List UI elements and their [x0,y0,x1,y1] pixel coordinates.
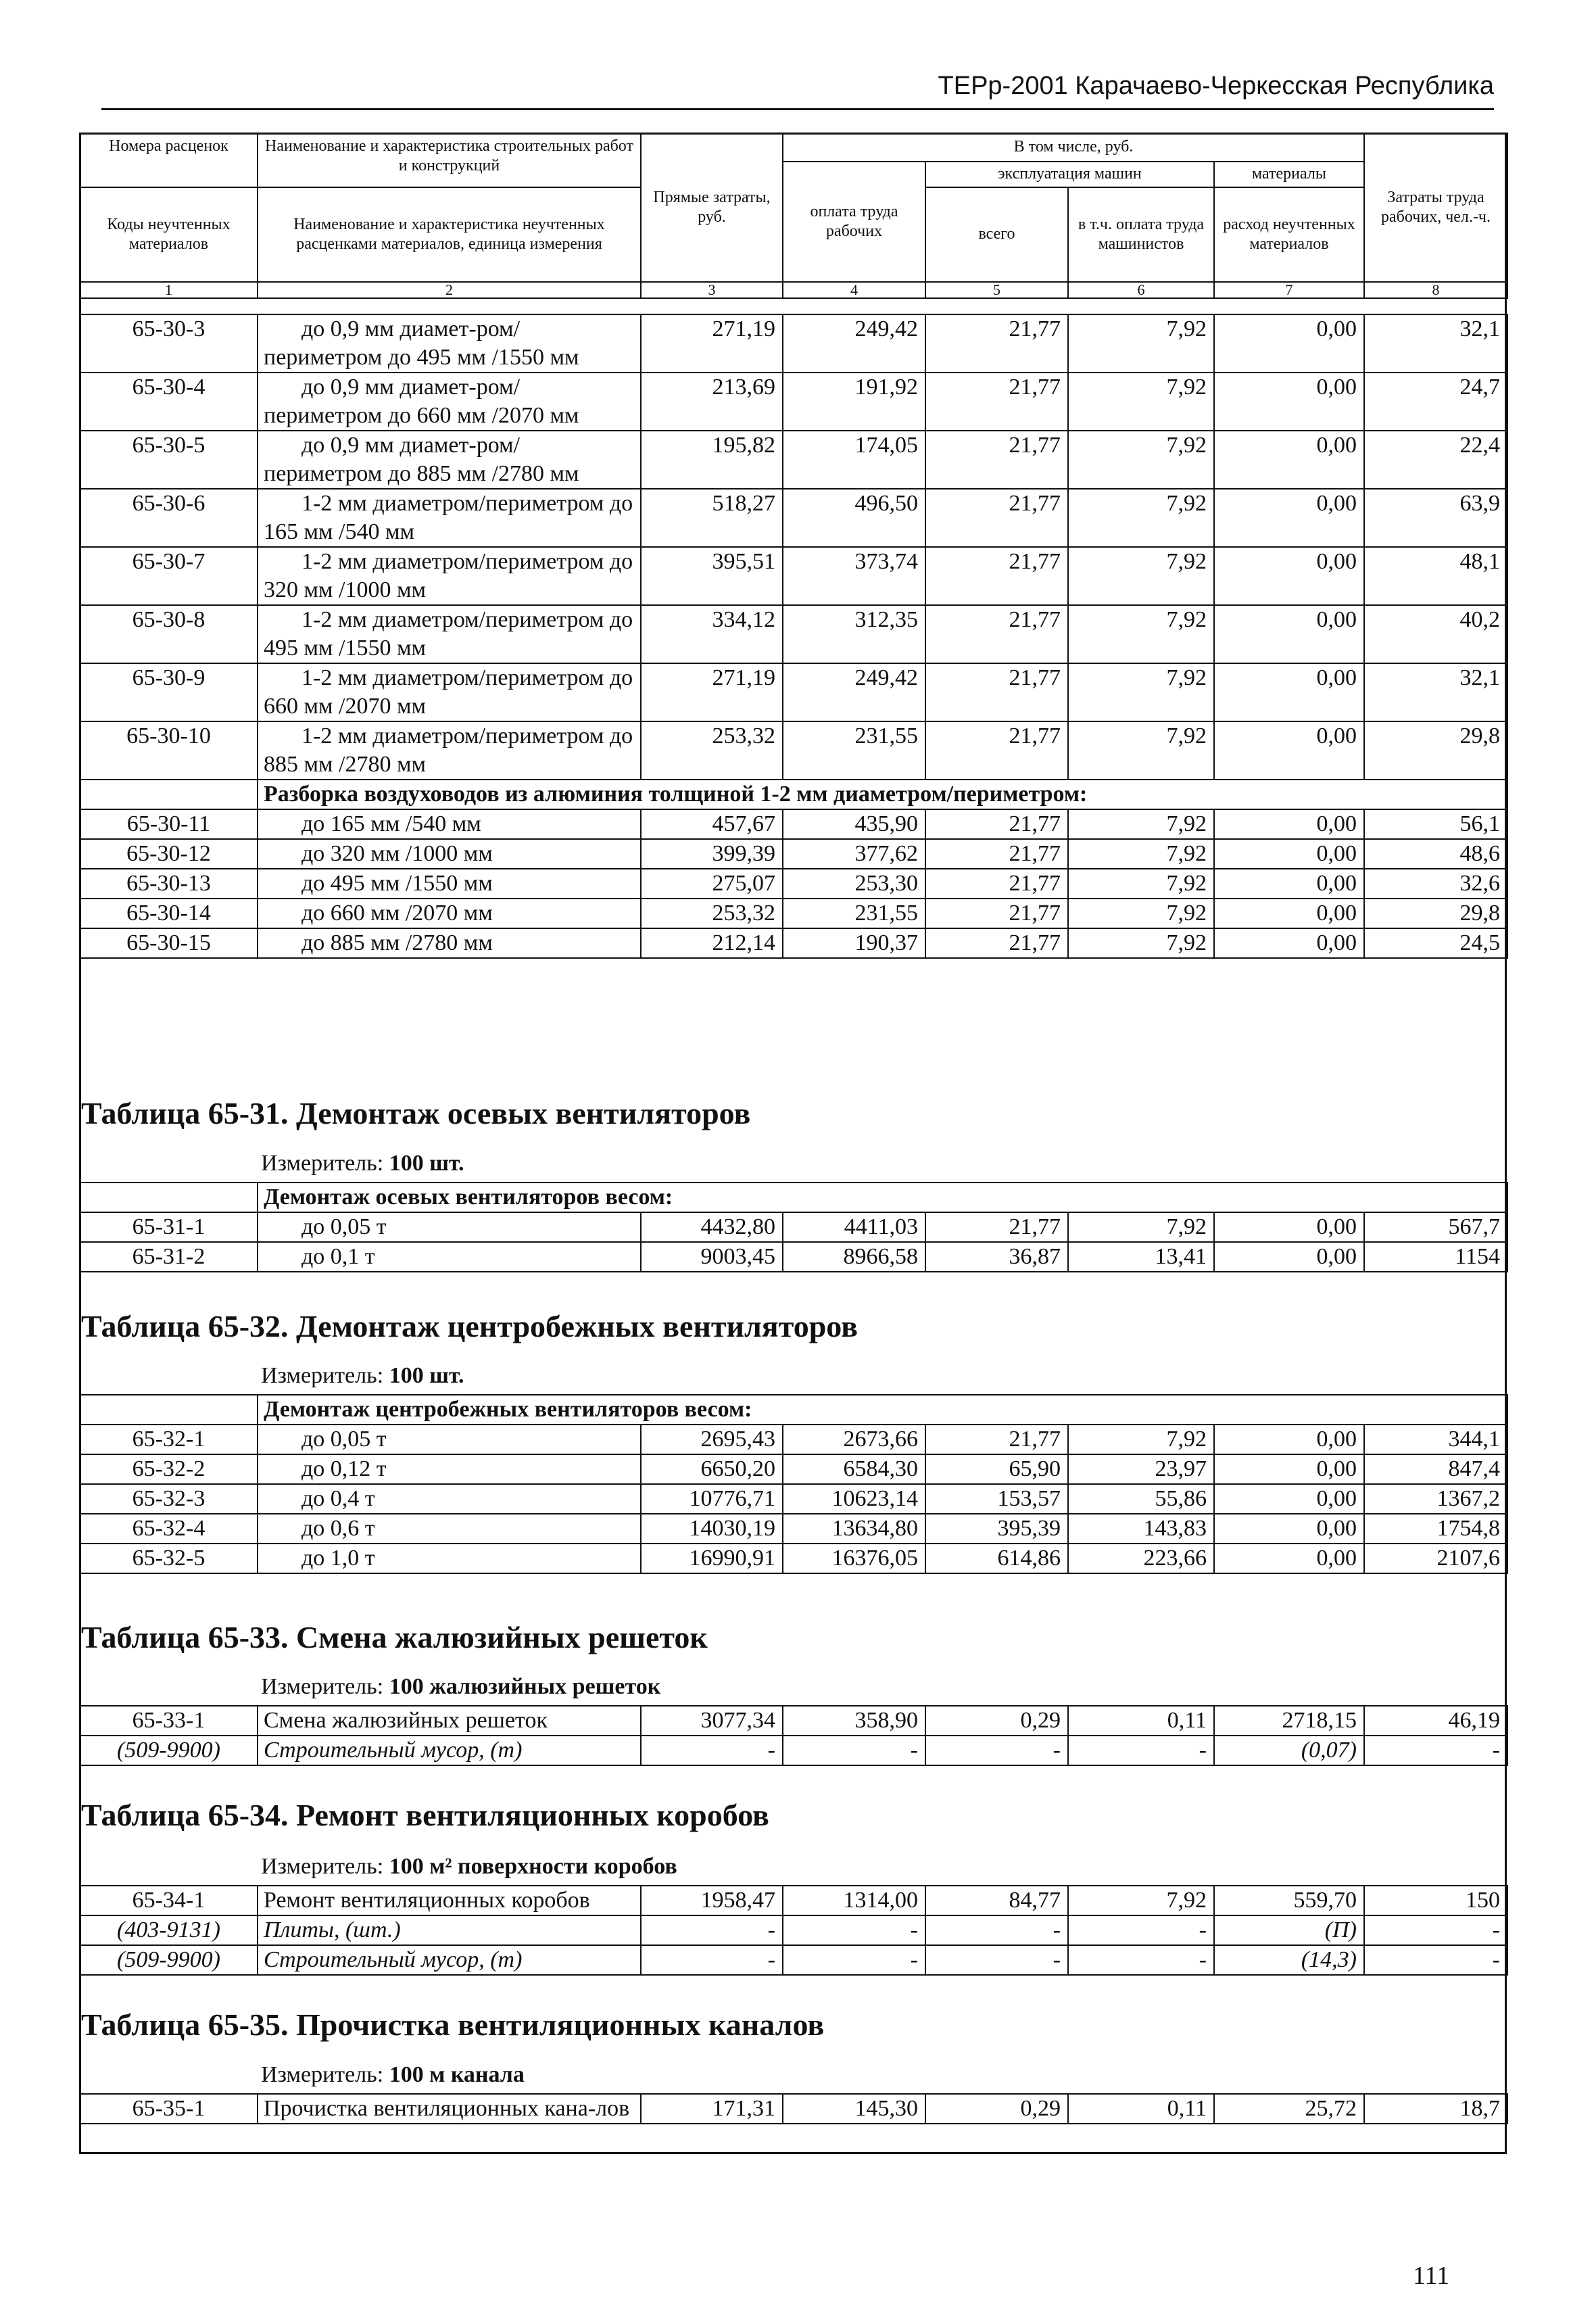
work-name-cell: Плиты, (шт.) [258,1915,641,1945]
rate-code-cell: 65-30-9 [80,663,258,721]
table-65-31-measure [261,1151,464,1176]
table-row [80,1706,1507,1736]
value-cell-c6: 7,92 [1068,314,1214,373]
value-cell-c8: 344,1 [1364,1425,1507,1454]
rate-code-cell: 65-30-5 [80,431,258,489]
value-cell-c8: 567,7 [1364,1212,1507,1242]
value-cell-c8: 24,5 [1364,928,1507,958]
value-cell-c3: 253,32 [641,899,783,928]
value-cell-c6: 7,92 [1068,869,1214,899]
rate-code-cell: 65-32-4 [80,1514,258,1544]
value-cell-c8: 63,9 [1364,489,1507,547]
value-cell-c8: 24,7 [1364,373,1507,431]
value-cell-c7: 0,00 [1214,663,1364,721]
value-cell-c5: 21,77 [925,489,1068,547]
value-cell-c7: (0,07) [1214,1736,1364,1765]
value-cell-c7: 0,00 [1214,1212,1364,1242]
work-name-cell: 1-2 мм диаметром/периметром до 320 мм /1000 мм [258,547,641,605]
value-cell-c8: 150 [1364,1886,1507,1915]
col6-header: в т.ч. оплата труда машинистов [1068,187,1214,282]
work-name-cell: 1-2 мм диаметром/периметром до 165 мм /540 мм [258,489,641,547]
table-65-32-measure [261,1363,464,1389]
value-cell-c3: 275,07 [641,869,783,899]
materials-header: материалы [1214,162,1364,187]
table-65-35-body [80,2094,1507,2124]
work-name-cell: до 0,6 т [258,1514,641,1544]
table-65-33-measure [261,1674,660,1700]
col2-bottom-header: Наименование и характеристика неучтенных расценками материалов, единица измерения [258,187,641,282]
table-row [80,839,1507,869]
value-cell-c5: 614,86 [925,1544,1068,1573]
value-cell-c4: 249,42 [783,314,925,373]
value-cell-c6: 7,92 [1068,721,1214,780]
value-cell-c3: 2695,43 [641,1425,783,1454]
work-name-cell: 1-2 мм диаметром/периметром до 495 мм /1550 мм [258,605,641,663]
colnum-8: 8 [1364,282,1507,298]
work-name-cell: до 0,4 т [258,1484,641,1514]
col5-header: всего [925,187,1068,282]
rate-code-cell: 65-30-7 [80,547,258,605]
rate-code-cell: 65-30-6 [80,489,258,547]
value-cell-c8: 1367,2 [1364,1484,1507,1514]
measure-label: Измеритель: [261,1674,384,1699]
value-cell-c3: - [641,1945,783,1975]
rates-table-65-30 [79,314,1508,959]
value-cell-c4: 249,42 [783,663,925,721]
rate-code-cell: 65-31-2 [80,1242,258,1272]
rate-code-cell: 65-33-1 [80,1706,258,1736]
value-cell-c8: 1154 [1364,1242,1507,1272]
value-cell-c7: 0,00 [1214,809,1364,839]
colnum-5: 5 [925,282,1068,298]
value-cell-c6: 7,92 [1068,1212,1214,1242]
value-cell-c6: 7,92 [1068,928,1214,958]
value-cell-c3: 6650,20 [641,1454,783,1484]
col4-header: оплата труда рабочих [783,162,925,282]
colnum-2: 2 [258,282,641,298]
table-row [80,721,1507,780]
rates-table-65-31 [79,1182,1508,1272]
value-cell-c8: 56,1 [1364,809,1507,839]
table-row [80,2094,1507,2124]
value-cell-c4: 8966,58 [783,1242,925,1272]
value-cell-c3: 4432,80 [641,1212,783,1242]
value-cell-c6: 13,41 [1068,1242,1214,1272]
measure-value: 100 шт. [389,1151,464,1176]
rate-code-cell: 65-30-4 [80,373,258,431]
value-cell-c8: 29,8 [1364,721,1507,780]
value-cell-c5: 21,77 [925,928,1068,958]
value-cell-c6: 7,92 [1068,839,1214,869]
colnum-3: 3 [641,282,783,298]
table-65-35-title: Таблица 65-35. Прочистка вентиляционных каналов [81,2007,825,2042]
value-cell-c5: 21,77 [925,547,1068,605]
table-row [80,373,1507,431]
value-cell-c6: 7,92 [1068,1886,1214,1915]
value-cell-c3: 212,14 [641,928,783,958]
value-cell-c7: 0,00 [1214,1242,1364,1272]
value-cell-c8: - [1364,1945,1507,1975]
value-cell-c5: 21,77 [925,839,1068,869]
table-65-35-measure [261,2062,525,2088]
value-cell-c8: 18,7 [1364,2094,1507,2124]
group-title-aluminium: Разборка воздуховодов из алюминия толщиной 1-2 мм диаметром/периметром: [258,780,1507,809]
value-cell-c6: - [1068,1945,1214,1975]
value-cell-c6: 0,11 [1068,2094,1214,2124]
measure-value: 100 м² поверхности коробов [389,1854,677,1879]
colnum-1: 1 [80,282,258,298]
colnum-4: 4 [783,282,925,298]
value-cell-c7: 25,72 [1214,2094,1364,2124]
value-cell-c5: 0,29 [925,2094,1068,2124]
value-cell-c3: 213,69 [641,373,783,431]
table-row [80,899,1507,928]
value-cell-c5: 0,29 [925,1706,1068,1736]
work-name-cell: до 0,9 мм диамет-ром/периметром до 660 мм /2070 мм [258,373,641,431]
value-cell-c8: 22,4 [1364,431,1507,489]
colnum-7: 7 [1214,282,1364,298]
value-cell-c6: 7,92 [1068,1425,1214,1454]
measure-label: Измеритель: [261,1854,384,1879]
table-65-31-body [80,1212,1507,1272]
value-cell-c3: 10776,71 [641,1484,783,1514]
value-cell-c7: 0,00 [1214,1454,1364,1484]
measure-label: Измеритель: [261,1363,384,1388]
value-cell-c6: 7,92 [1068,431,1214,489]
value-cell-c7: 0,00 [1214,1544,1364,1573]
value-cell-c3: 14030,19 [641,1514,783,1544]
value-cell-c8: 32,1 [1364,314,1507,373]
value-cell-c6: 23,97 [1068,1454,1214,1484]
value-cell-c5: 36,87 [925,1242,1068,1272]
work-name-cell: до 165 мм /540 мм [258,809,641,839]
rate-code-cell: 65-31-1 [80,1212,258,1242]
value-cell-c3: 1958,47 [641,1886,783,1915]
value-cell-c4: 13634,80 [783,1514,925,1544]
value-cell-c8: 48,6 [1364,839,1507,869]
value-cell-c3: - [641,1915,783,1945]
work-name-cell: 1-2 мм диаметром/периметром до 660 мм /2070 мм [258,663,641,721]
value-cell-c7: 0,00 [1214,721,1364,780]
value-cell-c8: 847,4 [1364,1454,1507,1484]
value-cell-c7: (П) [1214,1915,1364,1945]
table-row [80,1886,1507,1915]
value-cell-c8: - [1364,1915,1507,1945]
value-cell-c4: 190,37 [783,928,925,958]
rate-code-cell: 65-30-3 [80,314,258,373]
value-cell-c5: 21,77 [925,1425,1068,1454]
value-cell-c5: - [925,1736,1068,1765]
value-cell-c7: 0,00 [1214,1514,1364,1544]
block2-body [80,809,1507,958]
value-cell-c4: - [783,1915,925,1945]
rates-table-65-33 [79,1705,1508,1766]
value-cell-c4: - [783,1945,925,1975]
value-cell-c4: 145,30 [783,2094,925,2124]
measure-value: 100 м канала [389,2062,525,2087]
value-cell-c5: 65,90 [925,1454,1068,1484]
value-cell-c4: 312,35 [783,605,925,663]
value-cell-c6: 0,11 [1068,1706,1214,1736]
table-row [80,869,1507,899]
value-cell-c7: 2718,15 [1214,1706,1364,1736]
rate-code-cell: 65-30-8 [80,605,258,663]
rate-code-cell: 65-32-3 [80,1484,258,1514]
value-cell-c5: 21,77 [925,721,1068,780]
value-cell-c8: 2107,6 [1364,1544,1507,1573]
value-cell-c7: (14,3) [1214,1945,1364,1975]
value-cell-c4: 435,90 [783,809,925,839]
col1-bottom-header: Коды неучтенных материалов [80,187,258,282]
rate-code-cell: 65-30-12 [80,839,258,869]
rate-code-cell: 65-32-2 [80,1454,258,1484]
measure-value: 100 шт. [389,1363,464,1388]
work-name-cell: до 0,9 мм диамет-ром/периметром до 885 мм /2780 мм [258,431,641,489]
value-cell-c4: 231,55 [783,721,925,780]
value-cell-c3: 195,82 [641,431,783,489]
work-name-cell: Строительный мусор, (т) [258,1736,641,1765]
value-cell-c4: 373,74 [783,547,925,605]
value-cell-c3: 271,19 [641,314,783,373]
table-row [80,431,1507,489]
table-row [80,314,1507,373]
value-cell-c5: - [925,1945,1068,1975]
value-cell-c7: 0,00 [1214,899,1364,928]
work-name-cell: до 885 мм /2780 мм [258,928,641,958]
value-cell-c5: 21,77 [925,663,1068,721]
measure-value: 100 жалюзийных решеток [389,1674,661,1699]
value-cell-c7: 559,70 [1214,1886,1364,1915]
value-cell-c6: 7,92 [1068,663,1214,721]
value-cell-c5: 395,39 [925,1514,1068,1544]
value-cell-c4: 4411,03 [783,1212,925,1242]
col1-top-header: Номера расценок [80,133,258,187]
value-cell-c5: 21,77 [925,1212,1068,1242]
value-cell-c4: - [783,1736,925,1765]
work-name-cell: Строительный мусор, (т) [258,1945,641,1975]
value-cell-c6: 143,83 [1068,1514,1214,1544]
work-name-cell: Прочистка вентиляционных кана-лов [258,2094,641,2124]
value-cell-c5: 21,77 [925,899,1068,928]
table-row [80,1454,1507,1484]
value-cell-c3: 9003,45 [641,1242,783,1272]
incl-header: В том числе, руб. [783,133,1364,162]
work-name-cell: до 0,05 т [258,1212,641,1242]
work-name-cell: до 1,0 т [258,1544,641,1573]
table-65-32-body [80,1425,1507,1573]
table-row [80,1484,1507,1514]
value-cell-c3: - [641,1736,783,1765]
table-65-34-measure [261,1854,677,1880]
table-65-34-title: Таблица 65-34. Ремонт вентиляционных коробов [81,1798,769,1832]
rates-table-65-34 [79,1885,1508,1976]
value-cell-c8: 32,6 [1364,869,1507,899]
value-cell-c6: 7,92 [1068,899,1214,928]
group-title-axial-fans: Демонтаж осевых вентиляторов весом: [258,1183,1507,1212]
value-cell-c8: - [1364,1736,1507,1765]
value-cell-c3: 16990,91 [641,1544,783,1573]
work-name-cell: Ремонт вентиляционных коробов [258,1886,641,1915]
table-row [80,1425,1507,1454]
work-name-cell: до 320 мм /1000 мм [258,839,641,869]
value-cell-c3: 518,27 [641,489,783,547]
value-cell-c4: 377,62 [783,839,925,869]
value-cell-c5: 21,77 [925,809,1068,839]
table-row [80,1212,1507,1242]
value-cell-c6: 7,92 [1068,489,1214,547]
value-cell-c3: 334,12 [641,605,783,663]
value-cell-c7: 0,00 [1214,1425,1364,1454]
rates-table-65-32 [79,1394,1508,1574]
value-cell-c5: 21,77 [925,314,1068,373]
table-row [80,1242,1507,1272]
work-name-cell: до 0,1 т [258,1242,641,1272]
col3-header: Прямые затраты, руб. [641,133,783,282]
table-header [79,133,1508,299]
table-row [80,663,1507,721]
value-cell-c6: 223,66 [1068,1544,1214,1573]
value-cell-c7: 0,00 [1214,1484,1364,1514]
rate-code-cell: 65-30-13 [80,869,258,899]
value-cell-c4: 231,55 [783,899,925,928]
value-cell-c8: 40,2 [1364,605,1507,663]
value-cell-c4: 16376,05 [783,1544,925,1573]
table-row [80,547,1507,605]
rate-code-cell: 65-30-11 [80,809,258,839]
table-65-31-title: Таблица 65-31. Демонтаж осевых вентиляторов [81,1096,751,1130]
value-cell-c6: 7,92 [1068,373,1214,431]
value-cell-c3: 395,51 [641,547,783,605]
value-cell-c8: 46,19 [1364,1706,1507,1736]
page-number: 111 [1413,2262,1450,2290]
work-name-cell: до 0,05 т [258,1425,641,1454]
work-name-cell: до 495 мм /1550 мм [258,869,641,899]
value-cell-c3: 271,19 [641,663,783,721]
value-cell-c6: 55,86 [1068,1484,1214,1514]
value-cell-c5: - [925,1915,1068,1945]
value-cell-c8: 32,1 [1364,663,1507,721]
table-65-33-body [80,1706,1507,1765]
measure-label: Измеритель: [261,2062,384,2087]
value-cell-c8: 1754,8 [1364,1514,1507,1544]
rate-code-cell: (509-9900) [80,1945,258,1975]
table-65-32-title: Таблица 65-32. Демонтаж центробежных вентиляторов [81,1309,858,1343]
value-cell-c5: 21,77 [925,605,1068,663]
rate-code-cell: (509-9900) [80,1736,258,1765]
rate-code-cell: 65-32-5 [80,1544,258,1573]
table-row [80,605,1507,663]
value-cell-c7: 0,00 [1214,928,1364,958]
rate-code-cell: 65-35-1 [80,2094,258,2124]
value-cell-c4: 358,90 [783,1706,925,1736]
value-cell-c8: 48,1 [1364,547,1507,605]
rate-code-cell: 65-30-10 [80,721,258,780]
value-cell-c4: 496,50 [783,489,925,547]
rate-code-cell: 65-30-14 [80,899,258,928]
value-cell-c6: - [1068,1736,1214,1765]
work-name-cell: до 0,12 т [258,1454,641,1484]
rate-code-cell: 65-32-1 [80,1425,258,1454]
group-title-centrifugal-fans: Демонтаж центробежных вентиляторов весом: [258,1395,1507,1425]
rates-table-65-35 [79,2093,1508,2124]
value-cell-c8: 29,8 [1364,899,1507,928]
value-cell-c7: 0,00 [1214,869,1364,899]
value-cell-c3: 457,67 [641,809,783,839]
table-row [80,1915,1507,1945]
table-row [80,1544,1507,1573]
value-cell-c3: 253,32 [641,721,783,780]
value-cell-c4: 10623,14 [783,1484,925,1514]
rate-code-cell: 65-30-15 [80,928,258,958]
value-cell-c4: 2673,66 [783,1425,925,1454]
value-cell-c7: 0,00 [1214,489,1364,547]
value-cell-c5: 21,77 [925,431,1068,489]
work-name-cell: до 660 мм /2070 мм [258,899,641,928]
colnum-6: 6 [1068,282,1214,298]
value-cell-c7: 0,00 [1214,547,1364,605]
table-row [80,809,1507,839]
header-rule [101,108,1494,110]
rate-code-cell: (403-9131) [80,1915,258,1945]
col8-header: Затраты труда рабочих, чел.-ч. [1364,133,1507,282]
value-cell-c5: 21,77 [925,869,1068,899]
work-name-cell: 1-2 мм диаметром/периметром до 885 мм /2780 мм [258,721,641,780]
table-row [80,1736,1507,1765]
value-cell-c4: 1314,00 [783,1886,925,1915]
col2-top-header: Наименование и характеристика строительных работ и конструкций [258,133,641,187]
col7-header: расход неучтенных материалов [1214,187,1364,282]
value-cell-c3: 399,39 [641,839,783,869]
value-cell-c3: 171,31 [641,2094,783,2124]
value-cell-c6: 7,92 [1068,809,1214,839]
table-row [80,928,1507,958]
measure-label: Измеритель: [261,1151,384,1176]
value-cell-c4: 174,05 [783,431,925,489]
value-cell-c5: 21,77 [925,373,1068,431]
value-cell-c4: 6584,30 [783,1454,925,1484]
value-cell-c7: 0,00 [1214,605,1364,663]
value-cell-c5: 153,57 [925,1484,1068,1514]
value-cell-c7: 0,00 [1214,431,1364,489]
machines-header: эксплуатация машин [925,162,1214,187]
value-cell-c4: 191,92 [783,373,925,431]
value-cell-c7: 0,00 [1214,839,1364,869]
table-row [80,489,1507,547]
value-cell-c5: 84,77 [925,1886,1068,1915]
table-row [80,1945,1507,1975]
value-cell-c7: 0,00 [1214,314,1364,373]
work-name-cell: до 0,9 мм диамет-ром/периметром до 495 мм /1550 мм [258,314,641,373]
value-cell-c4: 253,30 [783,869,925,899]
table-65-33-title: Таблица 65-33. Смена жалюзийных решеток [81,1620,708,1654]
document-header-title: ТЕРр-2001 Карачаево-Черкесская Республика [938,72,1494,100]
table-65-34-body [80,1886,1507,1975]
value-cell-c3: 3077,34 [641,1706,783,1736]
table-row [80,1514,1507,1544]
value-cell-c7: 0,00 [1214,373,1364,431]
rate-code-cell: 65-34-1 [80,1886,258,1915]
block1-body [80,314,1507,780]
value-cell-c6: 7,92 [1068,547,1214,605]
value-cell-c6: 7,92 [1068,605,1214,663]
work-name-cell: Смена жалюзийных решеток [258,1706,641,1736]
value-cell-c6: - [1068,1915,1214,1945]
